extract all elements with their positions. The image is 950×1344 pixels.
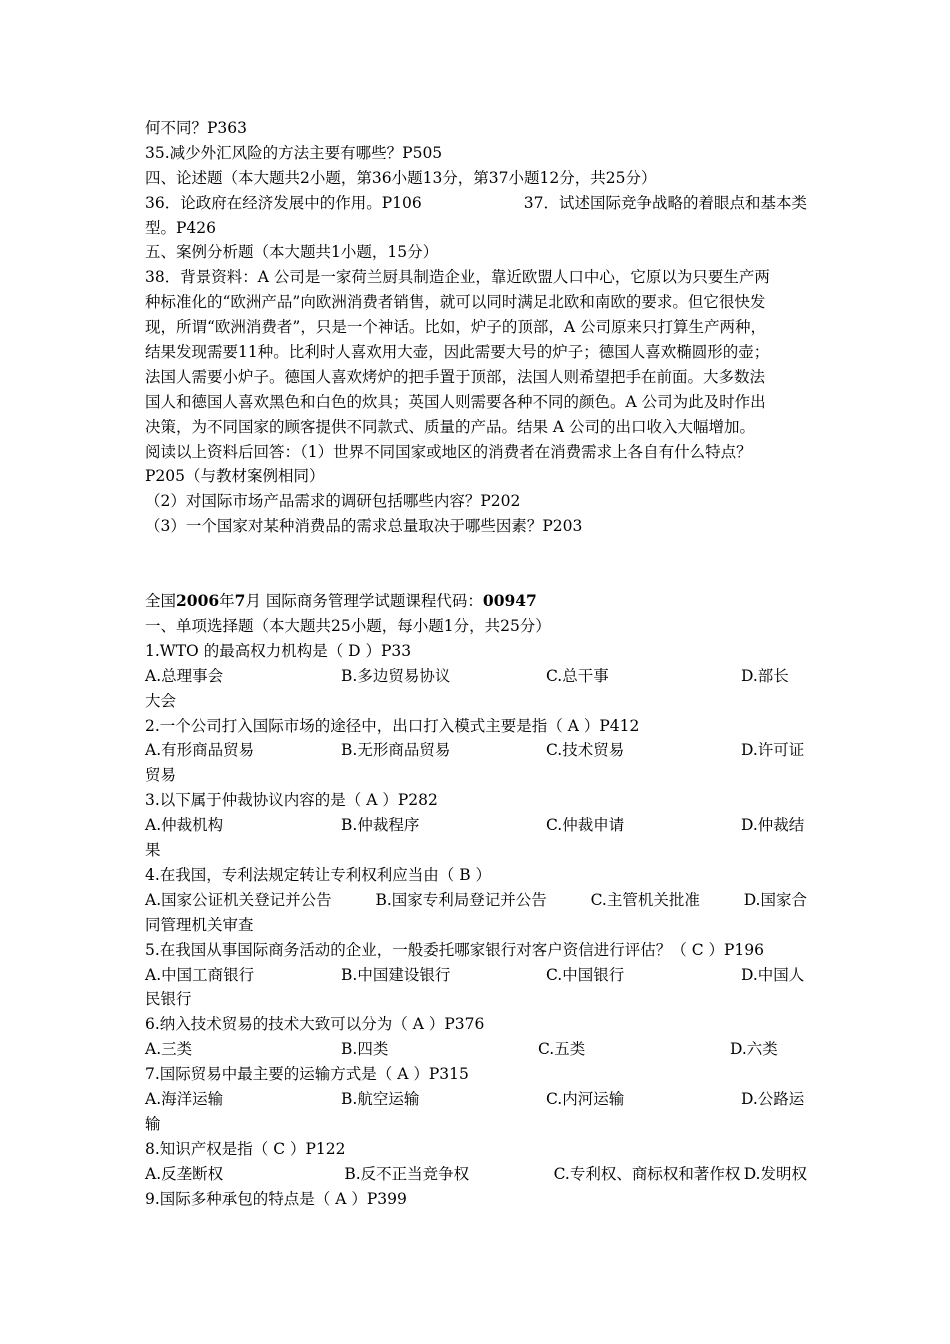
option-b: B.航空运输 [341,1089,420,1108]
case-line: 法国人需要小炉子。德国人喜欢烤炉的把手置于顶部，法国人则希望把手在前面。大多数法 [145,367,766,386]
section-heading-case: 五、案例分析题（本大题共1小题，15分） [145,243,439,262]
text-line: 何不同？P363 [145,119,248,137]
option-wrap: 民银行 [145,990,192,1009]
question-6-options [145,1037,807,1062]
option-b: B.仲裁程序 [341,816,420,835]
question-8-options [145,1162,807,1187]
question-1: 1.WTO 的最高权力机构是（ D ）P33 [145,641,412,660]
option-c: C.仲裁申请 [546,816,625,835]
question-4: 4.在我国，专利法规定转让专利权利应当由（ B ） [145,865,492,884]
option-a: A.中国工商银行 [145,965,255,984]
text-line: P205（与教材案例相同） [145,467,325,486]
section-heading-essay: 四、论述题（本大题共2小题，第36小题13分，第37小题12分，共25分） [145,168,657,187]
question-2-options [145,738,807,763]
case-line: 结果发现需要11种。比利时人喜欢用大壶，因此需要大号的炉子；德国人喜欢椭圆形的壶； [145,343,770,362]
option-a: A.总理事会 [145,666,224,685]
section-heading-single-choice: 一、单项选择题（本大题共25小题，每小题1分，共25分） [145,617,551,636]
option-a: A.反垄断权 [145,1164,224,1183]
case-line: 决策，为不同国家的顾客提供不同款式、质量的产品。结果 A 公司的出口收入大幅增加。 [145,417,756,436]
option-d: D.公路运 [741,1089,805,1108]
case-line: 38．背景资料：A 公司是一家荷兰厨具制造企业，靠近欧盟人口中心，它原以为只要生产两 [145,268,770,287]
option-b: B.无形商品贸易 [341,741,451,760]
option-d: D.许可证 [741,741,805,760]
text-line: 型。P426 [145,218,217,237]
question-2: 2.一个公司打入国际市场的途径中，出口打入模式主要是指（ A ）P412 [145,716,640,735]
question-4-options [145,888,807,913]
document-page [145,116,807,1211]
option-wrap: 输 [145,1114,161,1133]
option-c: C.总干事 [546,666,609,685]
option-d: D.发明权 [743,1164,807,1183]
case-subquestion-3: （3）一个国家对某种消费品的需求总量取决于哪些因素？P203 [145,517,583,536]
option-c: C.专利权、商标权和著作权 [553,1164,741,1183]
option-a: A.三类 [145,1040,193,1059]
question-3: 3.以下属于仲裁协议内容的是（ A ）P282 [145,791,438,810]
case-line: 国人和德国人喜欢黑色和白色的炊具；英国人则需要各种不同的颜色。A 公司为此及时作出 [145,392,766,411]
case-subquestion-2: （2）对国际市场产品需求的调研包括哪些内容？P202 [145,492,521,511]
spacer [145,539,807,589]
option-d: D.中国人 [741,965,805,984]
questions-36-37 [145,191,807,216]
option-c: C.主管机关批准 [590,890,700,909]
option-a: A.有形商品贸易 [145,741,255,760]
option-a: A.海洋运输 [145,1089,224,1108]
option-b: B.四类 [341,1040,389,1059]
option-b: B.多边贸易协议 [341,666,451,685]
case-line: 种标准化的“欧洲产品”向欧洲消费者销售，就可以同时满足北欧和南欧的要求。但它很快发 [145,293,766,312]
question-37: 37．试述国际竞争战略的着眼点和基本类 [523,193,807,212]
question-3-options [145,813,807,838]
option-d: D.部长 [741,666,789,685]
question-8: 8.知识产权是指（ C ）P122 [145,1139,346,1158]
option-wrap: 果 [145,841,161,860]
exam-title: 全国2006年7月 国际商务管理学试题课程代码：00947 [145,591,537,611]
case-line: 现，所谓“欧洲消费者”，只是一个神话。比如，炉子的顶部，A 公司原来只打算生产两种， [145,318,766,337]
question-36: 36．论政府在经济发展中的作用。P106 [145,193,422,212]
option-b: B.国家专利局登记并公告 [375,890,547,909]
option-wrap: 大会 [145,691,177,710]
option-c: C.五类 [538,1040,586,1059]
question-5-options [145,963,807,988]
option-b: B.中国建设银行 [341,965,451,984]
question-7: 7.国际贸易中最主要的运输方式是（ A ）P315 [145,1065,469,1084]
option-d: D.仲裁结 [741,816,805,835]
question-9: 9.国际多种承包的特点是（ A ）P399 [145,1189,407,1208]
option-d: D.六类 [730,1040,778,1059]
option-b: B.反不正当竞争权 [344,1164,470,1183]
case-line: 阅读以上资料后回答：（1）世界不同国家或地区的消费者在消费需求上各自有什么特点？ [145,442,752,461]
option-c: C.中国银行 [546,965,625,984]
question-5: 5.在我国从事国际商务活动的企业，一般委托哪家银行对客户资信进行评估？（ C ）P196 [145,940,765,959]
question-35: 35.减少外汇风险的方法主要有哪些？P505 [145,143,443,162]
option-wrap: 同管理机关审查 [145,915,254,934]
option-wrap: 贸易 [145,766,177,785]
question-7-options [145,1087,807,1112]
question-6: 6.纳入技术贸易的技术大致可以分为（ A ）P376 [145,1015,485,1034]
option-a: A.国家公证机关登记并公告 [145,890,332,909]
question-1-options [145,664,807,689]
option-c: C.内河运输 [546,1089,625,1108]
option-c: C.技术贸易 [546,741,625,760]
option-a: A.仲裁机构 [145,816,224,835]
option-d: D.国家合 [743,890,807,909]
